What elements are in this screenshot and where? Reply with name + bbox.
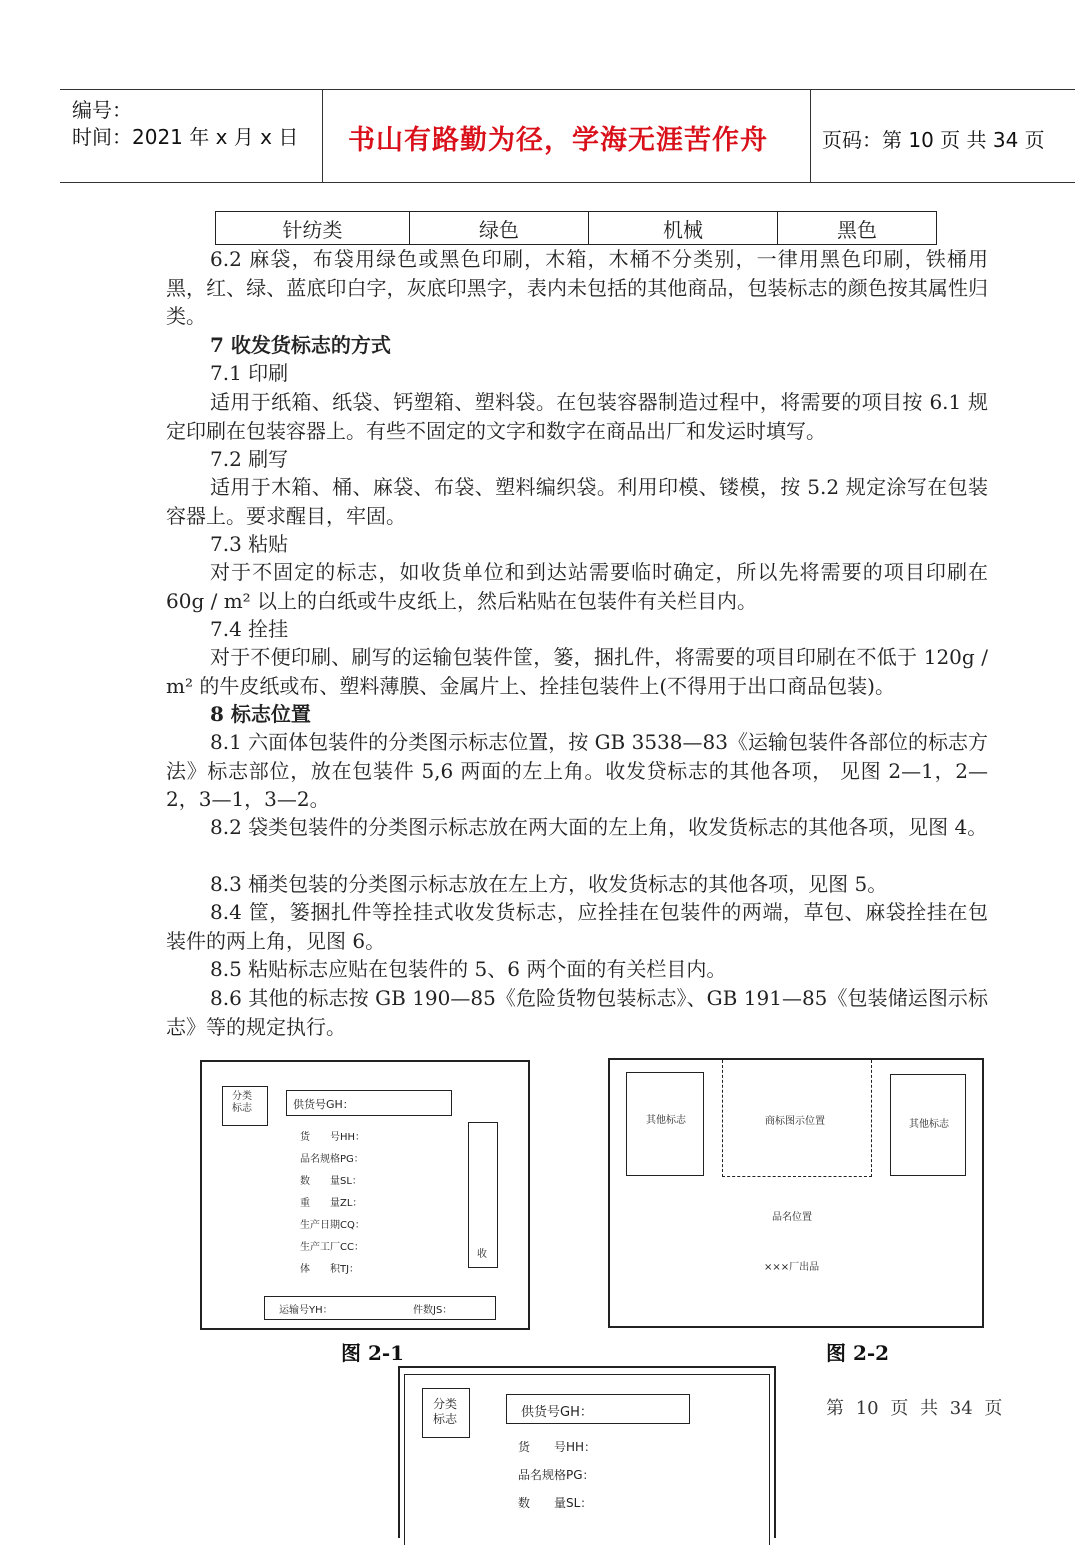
trademark-position-label: 商标图示位置 (765, 1116, 825, 1127)
transport-box (264, 1296, 496, 1320)
paragraph-8-2: 8.2 袋类包装件的分类图示标志放在两大面的左上角，收发货标志的其他各项，见图 4。 (210, 815, 988, 839)
header-top-line (60, 89, 1075, 90)
category-mark-box-fig3 (422, 1388, 470, 1438)
header-divider-right (810, 89, 811, 183)
color-table-row (215, 211, 937, 245)
transport-number-label: 运输号YH： (279, 1305, 333, 1316)
field-item-number-fig3: 货 号HH： (518, 1440, 597, 1454)
paragraph-6-2: 6.2 麻袋，布袋用绿色或黑色印刷，木箱，木桶不分类别，一律用黑色印刷，铁桶用黑，红、绿、蓝底印白字，灰底印黑字，表内未包括的其他商品，包装标志的颜色按其属性归类。 (166, 247, 988, 328)
table-cell: 机械 (589, 212, 778, 244)
number-label: 编号： (72, 98, 132, 122)
paragraph-7-3: 对于不固定的标志，如收货单位和到达站需要临时确定，所以先将需要的项目印刷在 60g / m² 以上的白纸或牛皮纸上，然后粘贴在包装件有关栏目内。 (166, 560, 988, 613)
other-mark-right-label: 其他标志 (909, 1119, 949, 1130)
field-quantity-fig3: 数 量SL： (518, 1496, 593, 1510)
product-name-position-label: 品名位置 (772, 1212, 812, 1223)
time-label: 时间：2021 年 x 月 x 日 (72, 125, 299, 149)
table-cell: 针纺类 (216, 212, 410, 244)
motto: 书山有路勤为径，学海无涯苦作舟 (348, 125, 768, 156)
heading-8: 8 标志位置 (210, 702, 311, 726)
field-product-spec: 品名规格PG： (300, 1154, 364, 1165)
supply-number-box (286, 1090, 452, 1116)
heading-7-4: 7.4 拴挂 (210, 617, 289, 641)
heading-7: 7 收发货标志的方式 (210, 333, 391, 357)
supply-number-box-fig3 (506, 1394, 690, 1424)
other-mark-left-label: 其他标志 (646, 1115, 686, 1126)
supply-number-label-fig3: 供货号GH： (521, 1405, 593, 1420)
header-bottom-line (60, 182, 1075, 183)
trademark-position-box (722, 1060, 872, 1177)
caption-figure-2-1: 图 2-1 (341, 1341, 405, 1365)
paragraph-8-5: 8.5 粘贴标志应贴在包装件的 5、6 两个面的有关栏目内。 (210, 957, 727, 981)
heading-7-3: 7.3 粘贴 (210, 532, 289, 556)
category-mark-text-fig3: 分类 标志 (433, 1397, 458, 1426)
field-quantity: 数 量SL： (300, 1176, 362, 1187)
category-mark-box (222, 1086, 268, 1126)
field-weight: 重 量ZL： (300, 1198, 363, 1209)
table-cell: 绿色 (410, 212, 589, 244)
paragraph-7-1: 适用于纸箱、纸袋、钙塑箱、塑料袋。在包装容器制造过程中，将需要的项目按 6.1 规定印刷在包装容器上。有些不固定的文字和数字在商品出厂和发运时填写。 (166, 390, 988, 443)
page-label: 页码：第 10 页 共 34 页 (822, 128, 1045, 152)
figure-2-2 (608, 1058, 984, 1328)
piece-count-label: 件数JS： (413, 1305, 453, 1316)
other-mark-left-box (626, 1072, 704, 1176)
figure-2-1 (200, 1060, 530, 1330)
paragraph-8-4: 8.4 筐，篓捆扎件等拴挂式收发货标志，应拴挂在包装件的两端，草包、麻袋拴挂在包装件的两上角，见图 6。 (166, 900, 988, 953)
field-item-number: 货 号HH： (300, 1132, 366, 1143)
field-factory: 生产工厂CC： (300, 1242, 364, 1253)
receiver-box (468, 1122, 498, 1268)
paragraph-7-2: 适用于木箱、桶、麻袋、布袋、塑料编织袋。利用印模、镂模，按 5.2 规定涂写在包装容器上。要求醒目，牢固。 (166, 475, 988, 528)
field-product-spec-fig3: 品名规格PG： (518, 1468, 595, 1482)
page-footer: 第 10 页 共 34 页 (826, 1398, 1003, 1419)
heading-7-1: 7.1 印刷 (210, 361, 289, 385)
paragraph-8-3: 8.3 桶类包装的分类图示标志放在左上方，收发货标志的其他各项，见图 5。 (210, 872, 888, 896)
figure-3 (398, 1366, 776, 1538)
heading-7-2: 7.2 刷写 (210, 447, 289, 471)
table-cell: 黑色 (837, 217, 877, 242)
receiver-label: 收 (477, 1249, 487, 1260)
field-volume: 体 积TJ： (300, 1264, 360, 1275)
other-mark-right-box (890, 1074, 966, 1176)
header-divider-left (322, 89, 323, 183)
paragraph-7-4: 对于不便印刷、刷写的运输包装件筐，篓，捆扎件，将需要的项目印刷在不低于 120g / m² 的牛皮纸或布、塑料薄膜、金属片上、拴挂包装件上(不得用于出口商品包装)。 (166, 645, 988, 698)
category-mark-text: 分类 标志 (232, 1091, 252, 1114)
paragraph-8-1: 8.1 六面体包装件的分类图示标志位置，按 GB 3538—83《运输包装件各部位的标志方法》标志部位，放在包装件 5,6 两面的左上角。收发贷标志的其他各项， 见图 2—1，2—2，3—1，3—2。 (166, 730, 988, 811)
factory-label: ×××厂出品 (764, 1262, 820, 1273)
field-production-date: 生产日期CQ： (300, 1220, 365, 1231)
supply-number-label: 供货号GH： (293, 1098, 354, 1111)
paragraph-8-6: 8.6 其他的标志按 GB 190—85《危险货物包装标志》、GB 191—85《包装储运图示标志》等的规定执行。 (166, 986, 988, 1039)
caption-figure-2-2: 图 2-2 (826, 1341, 890, 1365)
